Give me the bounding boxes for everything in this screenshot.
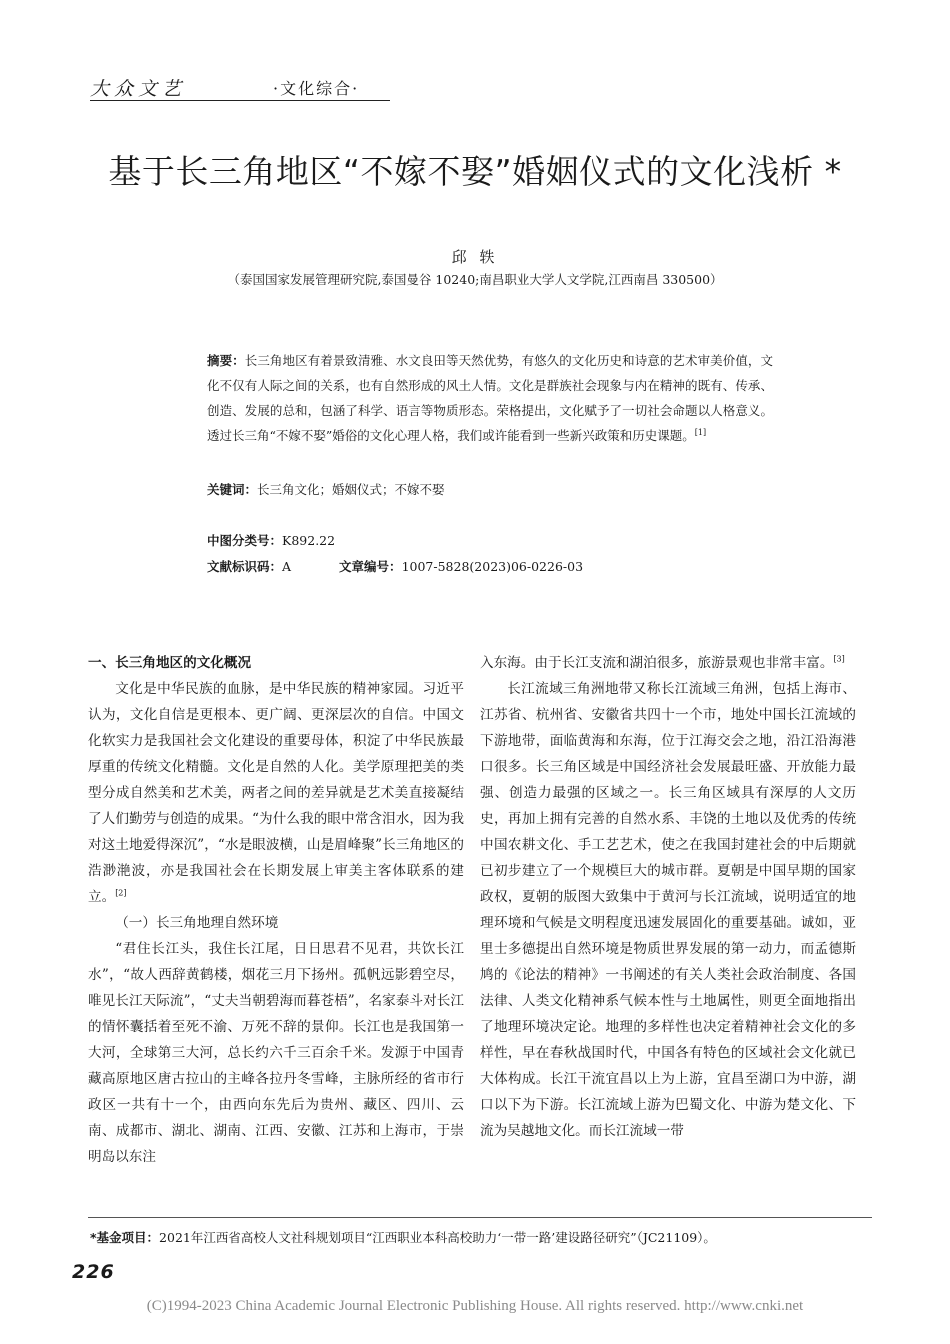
section-tag: ·文化综合· (273, 79, 360, 98)
author-name: 邱 轶 (451, 248, 499, 266)
keywords-text: 长三角文化；婚姻仪式；不嫁不娶 (257, 482, 445, 497)
subsection-heading: （一）长三角地理自然环境 (115, 915, 279, 931)
citation-ref: [2] (115, 888, 127, 898)
abstract-text: 长三角地区有着景致清雅、水文良田等天然优势，有悠久的文化历史和诗意的艺术审美价值，文化不仅有人际之间的关系，也有自然形成的风土人情。文化是群族社会现象与内在精神的既有、传承、创造、发展的总和，包涵了科学、语言等物质形态。荣格提出，文化赋予了一切社会命题以人格意义。透过长三角“不嫁不娶”婚俗的文化心理人格，我们或许能看到一些新兴政策和历史课题。 (207, 353, 773, 443)
classification-line (207, 531, 335, 549)
section-heading: 一、长三角地区的文化概况 (88, 655, 252, 671)
keywords-label: 关键词： (207, 482, 258, 497)
copyright-watermark: (C)1994-2023 China Academic Journal Electronic Publishing House. All rights reserved. http://www.cnki.net (146, 1298, 804, 1314)
journal-name: 大众文艺 (90, 78, 187, 100)
body-paragraph (88, 676, 464, 910)
abstract-ref: [1] (694, 427, 707, 437)
abstract-label: 摘要： (207, 353, 245, 368)
funding-footnote (90, 1228, 880, 1246)
citation-ref: [3] (833, 654, 845, 664)
footnote-label: *基金项目： (90, 1230, 160, 1245)
classification-label: 中图分类号： (207, 533, 283, 548)
classification-value: K892.22 (282, 533, 336, 548)
body-paragraph: 长江流域三角洲地带又称长江流域三角洲，包括上海市、江苏省、杭州省、安徽省共四十一个市，地处中国长江流域的下游地带，面临黄海和东海，位于江海交会之地，沿江沿海港口很多。长三角区域是中国经济社会发展最旺盛、开放能力最强、创造力最强的区域之一。长三角区域具有深厚的人文历史，再加上拥有完善的自然水系、丰饶的土地以及优秀的传统中国农耕文化、手工艺艺术，使之在我国封建社会的中后期就已初步建立了一个规模巨大的城市群。夏朝是中国早期的国家政权，夏朝的版图大致集中于黄河与长江流域，说明适宜的地理环境和气候是文明程度迅速发展固化的重要基础。诚如，亚里士多德提出自然环境是物质世界发展的第一动力，而孟德斯鸠的《论法的精神》一书阐述的有关人类社会政治制度、各国法律、人类文化精神系气候本性与土地属性，则更全面地指出了地理环境决定论。地理的多样性也决定着精神社会文化的多样性，早在春秋战国时代，中国各有特色的区域社会文化就已大体构成。长江干流宜昌以上为上游，宜昌至湖口为中游，湖口以下为下游。长江流域上游为巴蜀文化、中游为楚文化、下流为吴越地文化。而长江流域一带 (480, 681, 856, 1139)
identifier-line (207, 557, 583, 575)
doc-code-value: A (282, 559, 292, 574)
body-text: 入东海。由于长江支流和湖泊很多，旅游景观也非常丰富。 (480, 655, 834, 671)
page-number: 226 (72, 1261, 115, 1283)
running-header (90, 74, 880, 102)
article-no-value: 1007-5828(2023)06-0226-03 (401, 559, 584, 574)
body-paragraph: “君住长江头，我住长江尾，日日思君不见君，共饮长江水”，“故人西辞黄鹤楼，烟花三月下扬州。孤帆远影碧空尽，唯见长江天际流”，“丈夫当朝碧海而暮苍梧”，名家泰斗对长江的情怀囊括着至死不渝、万死不辞的景仰。长江也是我国第一大河，全球第三大河，总长约六千三百余千米。发源于中国青藏高原地区唐古拉山的主峰各拉丹冬雪峰，主脉所经的省市行政区一共有十一个，由西向东先后为贵州、藏区、四川、云南、成都市、湖北、湖南、江西、安徽、江苏和上海市，于崇明岛以东注 (88, 941, 464, 1165)
author-affiliation: （泰国国家发展管理研究院,泰国曼谷 10240;南昌职业大学人文学院,江西南昌 330500） (227, 272, 723, 287)
doc-code-label: 文献标识码： (207, 559, 283, 574)
body-column-right (480, 650, 856, 1144)
footnote-rule (88, 1217, 872, 1218)
article-title: 基于长三角地区“不嫁不娶”婚姻仪式的文化浅析 * (108, 152, 842, 191)
keywords (207, 480, 773, 498)
header-rule (90, 100, 390, 101)
abstract (207, 348, 773, 448)
body-text: 文化是中华民族的血脉，是中华民族的精神家园。习近平认为，文化自信是更根本、更广阔、更深层次的自信。中国文化软实力是我国社会文化建设的重要母体，积淀了中华民族最厚重的传统文化精髓。文化是自然的人化。美学原理把美的类型分成自然美和艺术美，两者之间的差异就是艺术美直接凝结了人们勤劳与创造的成果。“为什么我的眼中常含泪水，因为我对这土地爱得深沉”，“水是眼波横，山是眉峰聚”长三角地区的浩渺滟波，亦是我国社会在长期发展上审美主客体联系的建立。 (88, 681, 464, 905)
footnote-text: 2021年江西省高校人文社科规划项目“江西职业本科高校助力‘一带一路’建设路径研究”（JC21109）。 (159, 1230, 716, 1245)
body-paragraph (480, 650, 856, 676)
article-no-label: 文章编号： (339, 559, 402, 574)
body-column-left (88, 650, 464, 1170)
